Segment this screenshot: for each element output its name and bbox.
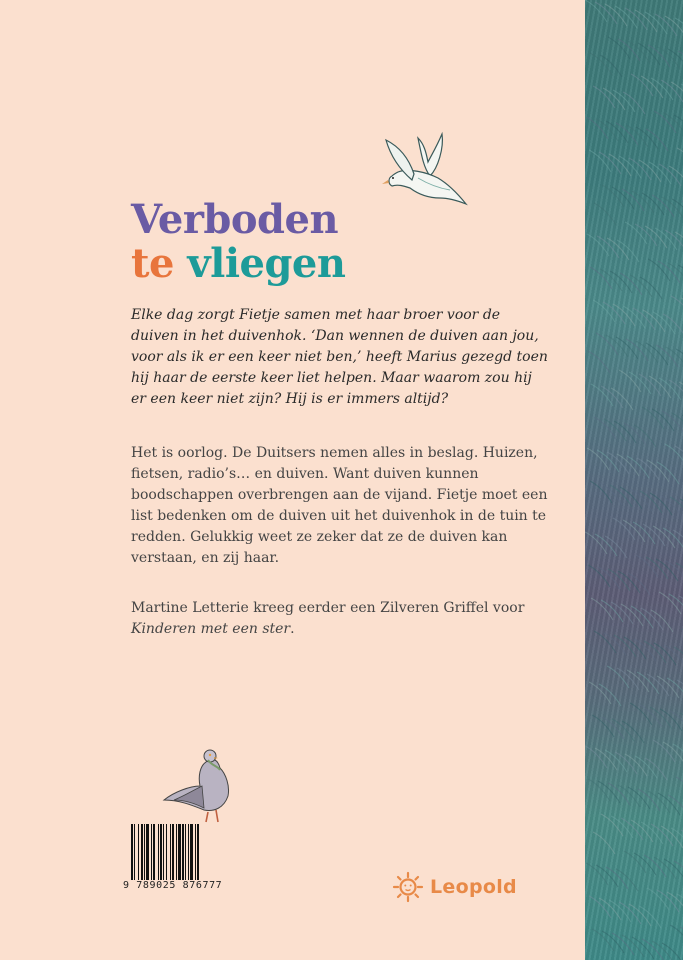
feather-stroke [619, 370, 641, 392]
feather-stroke [670, 925, 683, 947]
lion-icon [392, 871, 424, 903]
feather-stroke [665, 16, 683, 38]
feather-stroke [585, 532, 607, 554]
feather-stroke [607, 666, 629, 688]
pigeon-illustration [160, 746, 244, 826]
feather-stroke [675, 232, 683, 254]
feather-stroke [636, 555, 658, 577]
feather-stroke [624, 851, 646, 873]
feather-stroke [674, 647, 683, 669]
author-note [131, 598, 551, 640]
feather-stroke [588, 351, 610, 373]
feather-photo-strip [585, 0, 683, 960]
feather-stroke [588, 565, 610, 587]
feather-stroke [659, 592, 681, 614]
feather-stroke [667, 892, 683, 914]
author-prior-book: Kinderen met een ster [131, 621, 291, 637]
feather-stroke [586, 117, 608, 139]
author-note-end: . [290, 621, 295, 637]
feather-stroke [602, 185, 624, 207]
feather-stroke [593, 86, 615, 108]
feather-stroke [678, 265, 683, 287]
feather-stroke [625, 222, 647, 244]
feather-stroke [663, 314, 683, 336]
feather-texture [585, 0, 683, 960]
feather-stroke [592, 715, 614, 737]
feather-stroke [679, 596, 683, 618]
blurb-body: Het is oorlog. De Duitsers nemen alles in beslag. Huizen, fietsen, radio’s… en duiven. Want duiven kunnen boodschappen overbrengen aan de vijand. Fietje moet een list bedenken om de duiven uit het duivenhok in de tuin te redden. Gelukkig weet ze zeker dat ze de duiven kan verstaan, en zij haar. [131, 445, 548, 566]
feather-stroke [664, 113, 683, 135]
feather-stroke [666, 561, 683, 583]
feather-stroke [594, 417, 616, 439]
publisher-name: Leopold [430, 876, 517, 898]
feather-stroke [665, 444, 683, 466]
feather-stroke [589, 150, 611, 172]
feather-stroke [677, 148, 683, 170]
feather-stroke [669, 166, 683, 188]
feather-stroke [586, 863, 608, 885]
feather-stroke [601, 814, 623, 836]
feather-stroke [589, 682, 611, 704]
publisher-logo [392, 871, 517, 903]
feather-stroke [674, 861, 683, 883]
feather-stroke [631, 74, 653, 96]
blurb-intro: Elke dag zorgt Fietje samen met haar broer voor de duiven in het duivenhok. ‘Dan wennen de duiven aan jou, voor als ik er een keer niet ben,’ heeft Marius gezegd toen hij haar de eerste keer liet helpen. Maar waarom zou hij er een keer niet zijn? Hij is er immers altijd? [131, 307, 548, 407]
feather-stroke [666, 347, 683, 369]
author-note-text: Martine Letterie kreeg eerder een Zilveren Griffel voor [131, 600, 525, 616]
feather-stroke [665, 230, 683, 252]
feather-stroke [594, 631, 616, 653]
feather-stroke [594, 203, 616, 225]
feather-stroke [596, 333, 618, 355]
feather-stroke [592, 929, 614, 951]
feather-stroke [653, 740, 675, 762]
isbn-number: 9 789025 876777 [123, 880, 223, 891]
feather-stroke [664, 645, 683, 667]
feather-stroke [647, 888, 669, 910]
feather-stroke [662, 411, 683, 433]
feather-stroke [588, 779, 610, 801]
feather-stroke [590, 267, 612, 289]
feather-stroke [678, 51, 683, 73]
feather-stroke [593, 300, 615, 322]
feather-stroke [589, 896, 611, 918]
feather-stroke [593, 832, 615, 854]
feather-stroke [608, 37, 630, 59]
feather-stroke [664, 859, 683, 881]
feather-stroke [654, 111, 676, 133]
feather-stroke [667, 678, 683, 700]
feather-stroke [663, 528, 683, 550]
barcode-bar [199, 824, 200, 880]
feather-stroke [648, 259, 670, 281]
feather-stroke [590, 53, 612, 75]
feather-stroke [675, 18, 683, 40]
feather-stroke [676, 777, 683, 799]
title-line-2 [131, 242, 345, 286]
feather-stroke [674, 115, 683, 137]
feather-stroke [591, 384, 613, 406]
title-word-te: te [131, 240, 174, 287]
feather-stroke [585, 746, 607, 768]
feather-stroke [668, 795, 683, 817]
feather-stroke [671, 296, 683, 318]
barcode [123, 822, 233, 894]
feather-stroke [663, 742, 683, 764]
feather-stroke [662, 197, 683, 219]
feather-stroke [591, 598, 613, 620]
barcode-bars [131, 824, 233, 880]
feather-stroke [585, 0, 607, 22]
feather-stroke [613, 518, 635, 540]
feather-stroke [587, 234, 609, 256]
book-title [131, 198, 345, 286]
feather-stroke [630, 703, 652, 725]
feather-stroke [675, 446, 683, 468]
title-line-1: Verboden [131, 196, 339, 243]
feather-stroke [642, 407, 664, 429]
title-word-vliegen: vliegen [187, 240, 346, 287]
feather-stroke [590, 481, 612, 503]
flying-dove-illustration [378, 128, 470, 212]
feather-stroke [587, 448, 609, 470]
feather-stroke [679, 382, 683, 404]
